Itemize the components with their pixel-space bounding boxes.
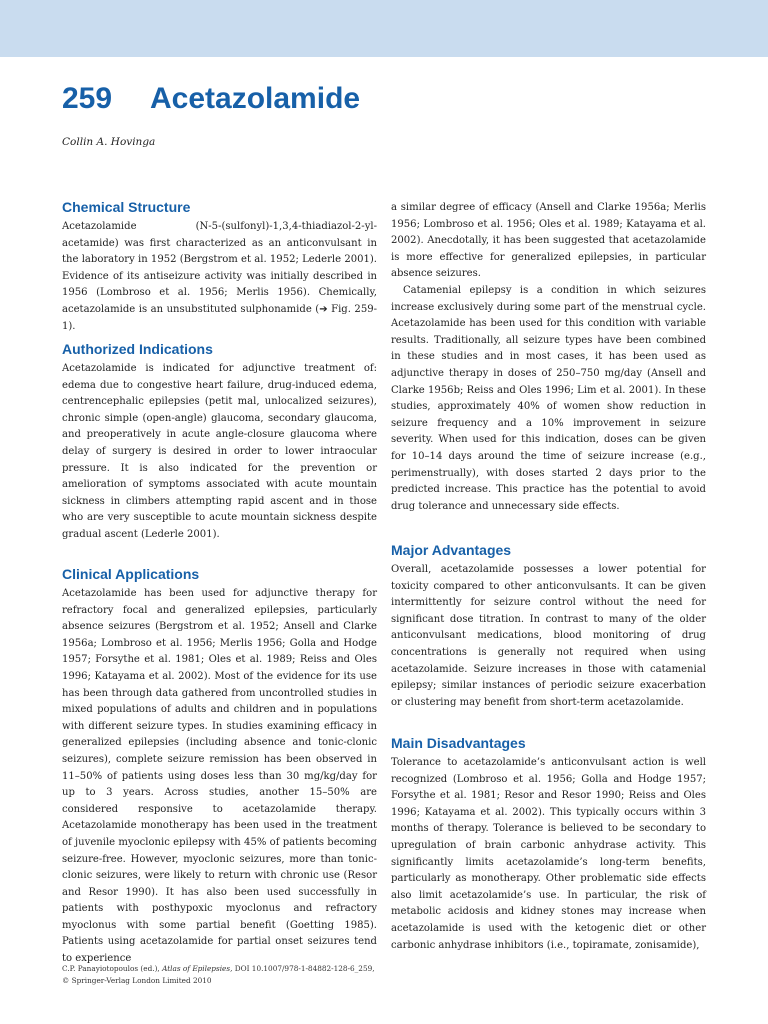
citation-line: [62, 963, 375, 975]
section-text: Acetazolamide is indicated for adjunctive treatment of: edema due to congestive heart failure, drug-induced edema, centrencephalic epilepsies (petit mal, unlocalized seizures), chronic simple (open-angle) glaucoma, secondary glaucoma, and preoperatively in acute angle-closure glaucoma where delay of surgery is desired in order to lower intraocular pressure. It is also indicated for the prevention or amelioration of symptoms associated with acute mountain sickness in climbers attempting rapid ascent and in those who are very susceptible to acute mountain sickness despite gradual ascent (Lederle 2001).: [62, 363, 377, 540]
section-text: Catamenial epilepsy is a condition in which seizures increase exclusively during some part of the menstrual cycle. Acetazolamide has been used for this condition with variable results. Traditionally, all seizure types have been combined in these studies and in most cases, it has been used as adjunctive therapy in doses of 250–750 mg/day (Ansell and Clarke 1956b; Reiss and Oles 1996; Lim et al. 2001). In these studies, approximately 40% of women show reduction in seizure frequency and a 10% improvement in seizure severity. When used for this indication, doses can be given for 10–14 days around the time of seizure increase (e.g., perimenstrually), with doses started 2 days prior to the predicted increase. This practice has the potential to avoid drug tolerance and unnecessary side effects.: [391, 284, 706, 512]
section-heading: Clinical Applications: [62, 566, 200, 582]
chapter-title-text: Acetazolamide: [150, 82, 361, 115]
citation-doi: DOI 10.1007/978-1-84882-128-6_259,: [234, 964, 375, 973]
section-main-disadvantages: [391, 734, 706, 954]
section-clinical-applications-continued: [391, 200, 706, 515]
copyright-line: © Springer-Verlag London Limited 2010: [62, 976, 212, 985]
section-heading: Authorized Indications: [62, 341, 213, 357]
section-chemical-structure: [62, 198, 377, 335]
section-heading: Major Advantages: [391, 542, 512, 558]
section-text: Acetazolamide (N-5-(sulfonyl)-1,3,4-thiadiazol-2-yl-acetamide) was first characterized as an anticonvulsant in the laboratory in 1952 (Bergstrom et al. 1952; Lederle 2001). Evidence of its antiseizure activity was initially described in 1956 (Lombroso et al. 1956; Merlis 1956). Chemically, acetazolamide is an unsubstituted sulphonamide (➔ Fig. 259-1).: [62, 221, 377, 332]
author-name: Collin A. Hovinga: [62, 136, 156, 148]
section-heading: Main Disadvantages: [391, 735, 526, 751]
page-footer: [62, 963, 375, 987]
section-text: Acetazolamide has been used for adjunctive therapy for refractory focal and generalized epilepsies, particularly absence seizures (Bergstrom et al. 1952; Ansell and Clarke 1956a; Lombroso et al. 1956; Merlis 1956; Golla and Hodge 1957; Forsythe et al. 1981; Oles et al. 1989; Reiss and Oles 1996; Katayama et al. 2002). Most of the evidence for its use has been through data gathered from uncontrolled studies in mixed populations of adults and children and in populations with different seizure types. In studies examining efficacy in generalized epilepsies (including absence and tonic-clonic seizures), complete seizure remission has been observed in 11–50% of patients using doses less than 30 mg/kg/day for up to 3 years. Across studies, another 15–50% are considered responsive to acetazolamide therapy. Acetazolamide monotherapy has been used in the treatment of juvenile myoclonic epilepsy with 45% of patients becoming seizure-free. However, myoclonic seizures, more than tonic-clonic seizures, were likely to return with chronic use (Resor and Resor 1990). It has also been used successfully in patients with posthypoxic myoclonus and refractory myoclonus with some partial benefit (Goetting 1985). Patients using acetazolamide for partial onset seizures tend to experience: [62, 588, 377, 965]
section-clinical-applications: [62, 565, 377, 968]
citation-book: Atlas of Epilepsies,: [162, 964, 233, 973]
section-authorized-indications: [62, 340, 377, 544]
section-text: Overall, acetazolamide possesses a lower potential for toxicity compared to other anticonvulsants. It can be given intermittently for seizure control without the need for significant dose titration. In contrast to many of the older anticonvulsant medications, blood monitoring of drug concentrations is generally not required when using acetazolamide. Seizure increases in those with catamenial epilepsy; similar instances of periodic seizure exacerbation or clustering may benefit from short-term acetazolamide.: [391, 564, 706, 708]
chapter-title: [62, 82, 360, 116]
section-major-advantages: [391, 541, 706, 711]
header-band: [0, 0, 768, 57]
section-text: Tolerance to acetazolamide’s anticonvulsant action is well recognized (Lombroso et al. 1956; Golla and Hodge 1957; Forsythe et al. 1981; Resor and Resor 1990; Reiss and Oles 1996; Katayama et al. 2002). This typically occurs within 3 months of therapy. Tolerance is believed to be secondary to upregulation of brain carbonic anhydrase activity. This significantly limits acetazolamide’s long-term benefits, particularly as monotherapy. Other problematic side effects also limit acetazolamide’s use. In particular, the risk of metabolic acidosis and kidney stones may increase when acetazolamide is used with the ketogenic diet or other carbonic anhydrase inhibitors (i.e., topiramate, zonisamide),: [391, 757, 706, 951]
citation-editor: C.P. Panayiotopoulos (ed.),: [62, 964, 160, 973]
section-text: a similar degree of efficacy (Ansell and Clarke 1956a; Merlis 1956; Lombroso et al. 1956; Oles et al. 1989; Katayama et al. 2002). Anecdotally, it has been suggested that acetazolamide is more effective for generalized epilepsies, in particular absence seizures.: [391, 202, 706, 280]
section-heading: Chemical Structure: [62, 199, 191, 215]
chapter-number: 259: [62, 82, 113, 115]
